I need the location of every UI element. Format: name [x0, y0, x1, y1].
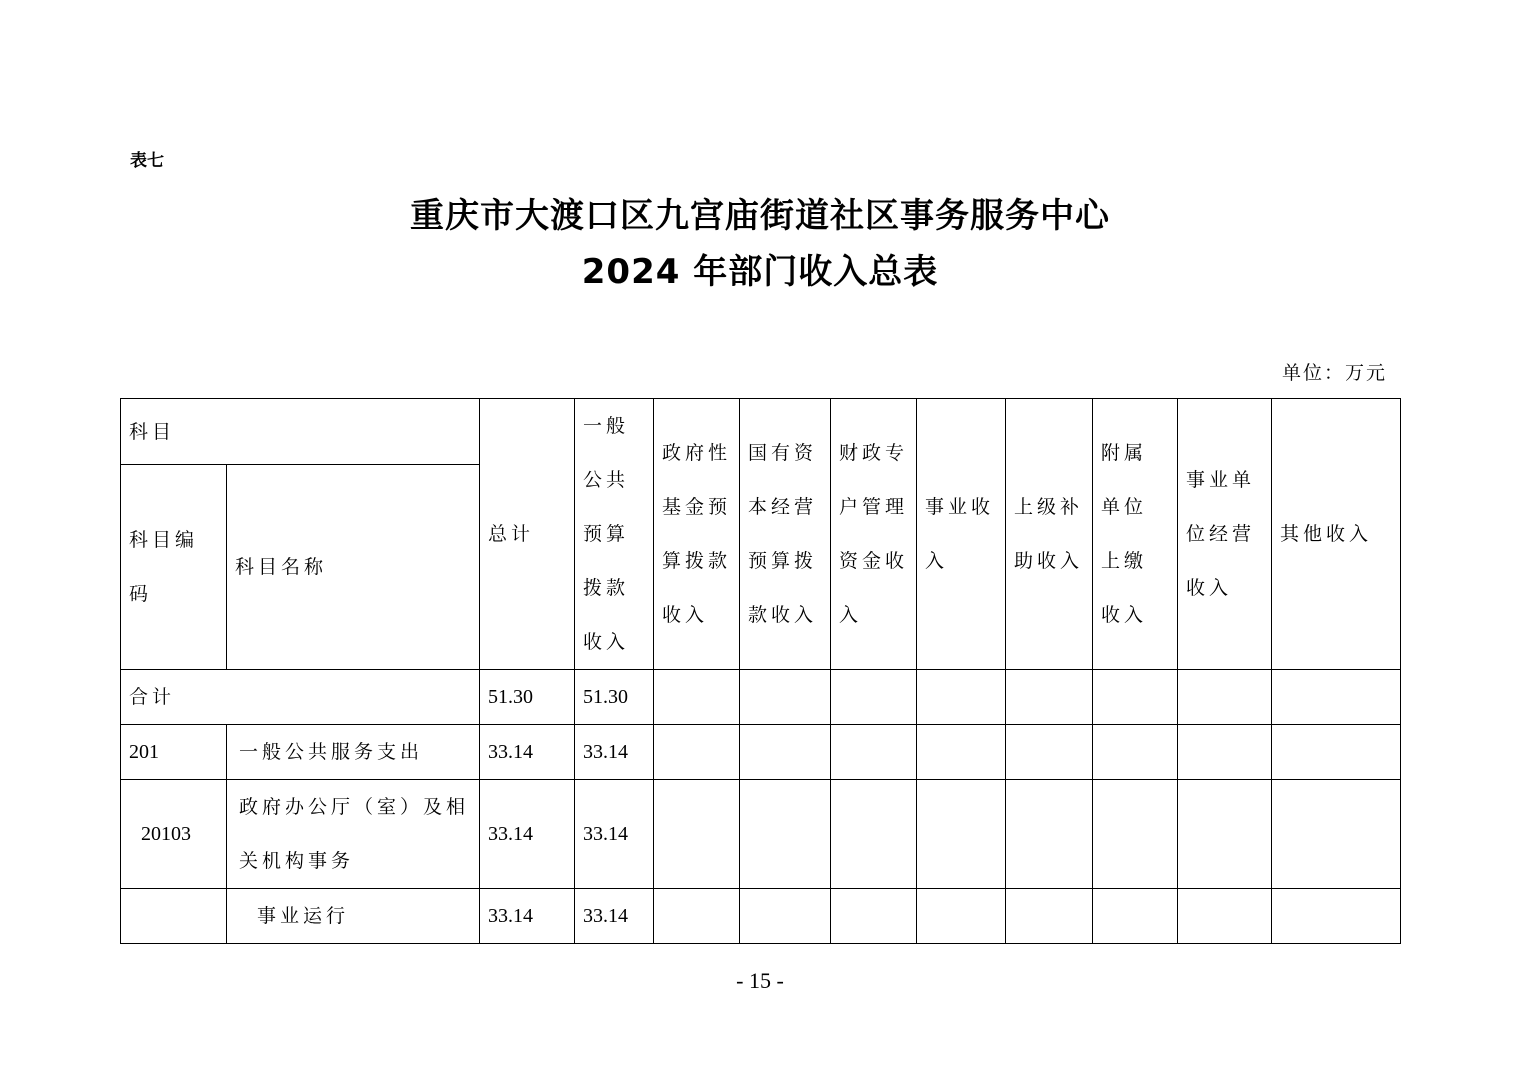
empty-cell — [917, 889, 1006, 944]
empty-cell — [831, 725, 917, 780]
empty-cell — [1272, 780, 1401, 889]
empty-cell — [654, 780, 740, 889]
empty-cell — [740, 889, 831, 944]
unit-note: 单位：万元 — [1282, 362, 1388, 384]
empty-cell — [1093, 670, 1178, 725]
page-title-line2: 2024 年部门收入总表 — [581, 252, 939, 292]
page-number: - 15 - — [736, 968, 784, 993]
table-row-sum — [121, 670, 1401, 725]
header-subject-code: 科目编码 — [121, 465, 227, 670]
header-business-income: 事业收入 — [917, 399, 1006, 670]
empty-cell — [1006, 725, 1093, 780]
empty-cell — [1178, 780, 1272, 889]
table-row — [121, 780, 1401, 889]
empty-cell — [917, 725, 1006, 780]
header-affiliated: 附属单位上缴收入 — [1093, 399, 1178, 670]
empty-cell — [740, 725, 831, 780]
row-code: 20103 — [121, 780, 227, 889]
empty-cell — [1272, 670, 1401, 725]
empty-cell — [1093, 889, 1178, 944]
table-row — [121, 725, 1401, 780]
header-total: 总计 — [480, 399, 575, 670]
header-subject-name: 科目名称 — [227, 465, 480, 670]
row-general: 33.14 — [575, 725, 654, 780]
row-total: 33.14 — [480, 780, 575, 889]
empty-cell — [740, 780, 831, 889]
empty-cell — [831, 889, 917, 944]
sum-total: 51.30 — [480, 670, 575, 725]
empty-cell — [917, 780, 1006, 889]
row-name: 政府办公厅（室）及相关机构事务 — [227, 780, 480, 889]
header-subject: 科目 — [121, 399, 480, 465]
row-name: 一般公共服务支出 — [227, 725, 480, 780]
header-superior-subsidy: 上级补助收入 — [1006, 399, 1093, 670]
table-row — [121, 889, 1401, 944]
empty-cell — [654, 889, 740, 944]
empty-cell — [1178, 889, 1272, 944]
empty-cell — [1093, 780, 1178, 889]
header-general-budget: 一般公共预算拨款收入 — [575, 399, 654, 670]
row-general: 33.14 — [575, 889, 654, 944]
header-other: 其他收入 — [1272, 399, 1401, 670]
header-fiscal-account: 财政专户管理资金收入 — [831, 399, 917, 670]
row-general: 33.14 — [575, 780, 654, 889]
row-name: 事业运行 — [227, 889, 480, 944]
empty-cell — [740, 670, 831, 725]
empty-cell — [831, 780, 917, 889]
header-row-1 — [121, 399, 1401, 465]
header-business-operation: 事业单位经营收入 — [1178, 399, 1272, 670]
sum-general: 51.30 — [575, 670, 654, 725]
row-code — [121, 889, 227, 944]
empty-cell — [1178, 670, 1272, 725]
empty-cell — [1006, 889, 1093, 944]
empty-cell — [1272, 889, 1401, 944]
empty-cell — [1006, 780, 1093, 889]
empty-cell — [1178, 725, 1272, 780]
empty-cell — [917, 670, 1006, 725]
empty-cell — [831, 670, 917, 725]
empty-cell — [1093, 725, 1178, 780]
empty-cell — [654, 670, 740, 725]
page-title-line1: 重庆市大渡口区九宫庙街道社区事务服务中心 — [410, 196, 1110, 236]
empty-cell — [1272, 725, 1401, 780]
row-total: 33.14 — [480, 889, 575, 944]
empty-cell — [654, 725, 740, 780]
sum-label: 合计 — [121, 670, 480, 725]
header-state-capital: 国有资本经营预算拨款收入 — [740, 399, 831, 670]
header-gov-fund: 政府性基金预算拨款收入 — [654, 399, 740, 670]
row-code: 201 — [121, 725, 227, 780]
empty-cell — [1006, 670, 1093, 725]
income-table — [120, 398, 1401, 944]
row-total: 33.14 — [480, 725, 575, 780]
table-label: 表七 — [130, 151, 164, 171]
